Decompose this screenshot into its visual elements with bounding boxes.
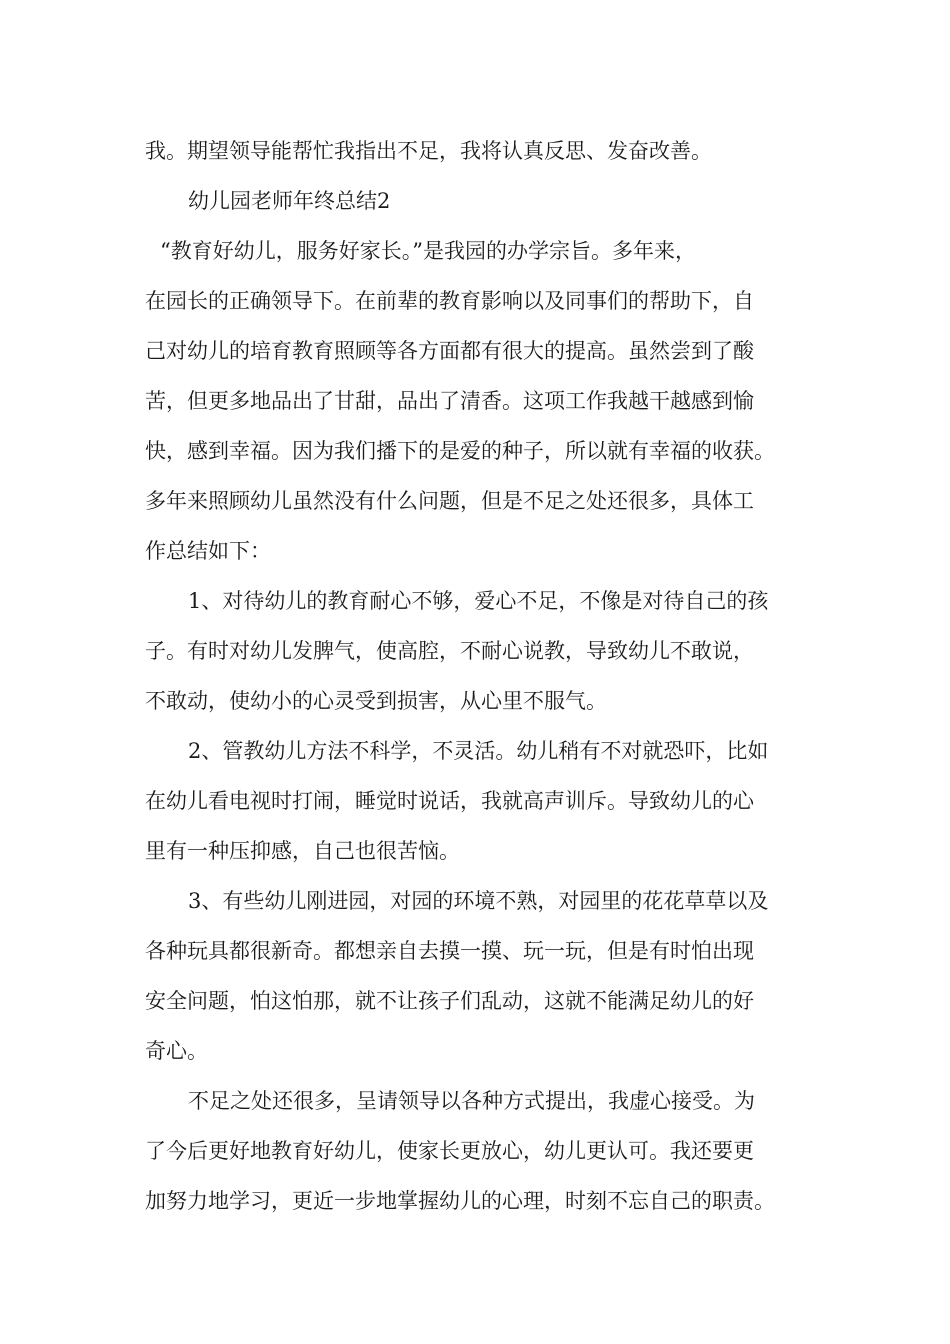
text-line: 快，感到幸福。因为我们播下的是爱的种子，所以就有幸福的收获。 xyxy=(145,439,775,463)
text-line: 苦，但更多地品出了甘甜，品出了清香。这项工作我越干越感到愉 xyxy=(145,389,754,413)
text-line: 子。有时对幼儿发脾气，使高腔，不耐心说教，导致幼儿不敢说， xyxy=(145,639,754,663)
text-line: 在园长的正确领导下。在前辈的教育影响以及同事们的帮助下，自 xyxy=(145,289,754,313)
text-line: 多年来照顾幼儿虽然没有什么问题，但是不足之处还很多，具体工 xyxy=(145,489,754,513)
text-line: 3、有些幼儿刚进园，对园的环境不熟，对园里的花花草草以及 xyxy=(188,889,769,913)
text-line: 不足之处还很多，呈请领导以各种方式提出，我虚心接受。为 xyxy=(188,1089,755,1113)
text-line: 我。期望领导能帮忙我指出不足，我将认真反思、发奋改善。 xyxy=(145,139,712,163)
text-line: 了今后更好地教育好幼儿，使家长更放心，幼儿更认可。我还要更 xyxy=(145,1139,754,1163)
text-line: 加努力地学习，更近一步地掌握幼儿的心理，时刻不忘自己的职责。 xyxy=(145,1189,775,1213)
text-line: 各种玩具都很新奇。都想亲自去摸一摸、玩一玩，但是有时怕出现 xyxy=(145,939,754,963)
text-line: 不敢动，使幼小的心灵受到损害，从心里不服气。 xyxy=(145,689,607,713)
text-line: 奇心。 xyxy=(145,1039,208,1063)
text-line: 1、对待幼儿的教育耐心不够，爱心不足，不像是对待自己的孩 xyxy=(188,589,769,613)
text-line: 己对幼儿的培育教育照顾等各方面都有很大的提高。虽然尝到了酸 xyxy=(145,339,754,363)
text-line: 在幼儿看电视时打闹，睡觉时说话，我就高声训斥。导致幼儿的心 xyxy=(145,789,754,813)
text-line: 作总结如下： xyxy=(145,539,271,563)
text-line: 2、管教幼儿方法不科学，不灵活。幼儿稍有不对就恐吓，比如 xyxy=(188,739,769,763)
section-heading: 幼儿园老师年终总结2 xyxy=(188,189,391,213)
text-line: “教育好幼儿，服务好家长。”是我园的办学宗旨。多年来， xyxy=(160,239,696,263)
text-line: 里有一种压抑感，自己也很苦恼。 xyxy=(145,839,460,863)
text-line: 安全问题，怕这怕那，就不让孩子们乱动，这就不能满足幼儿的好 xyxy=(145,989,754,1013)
